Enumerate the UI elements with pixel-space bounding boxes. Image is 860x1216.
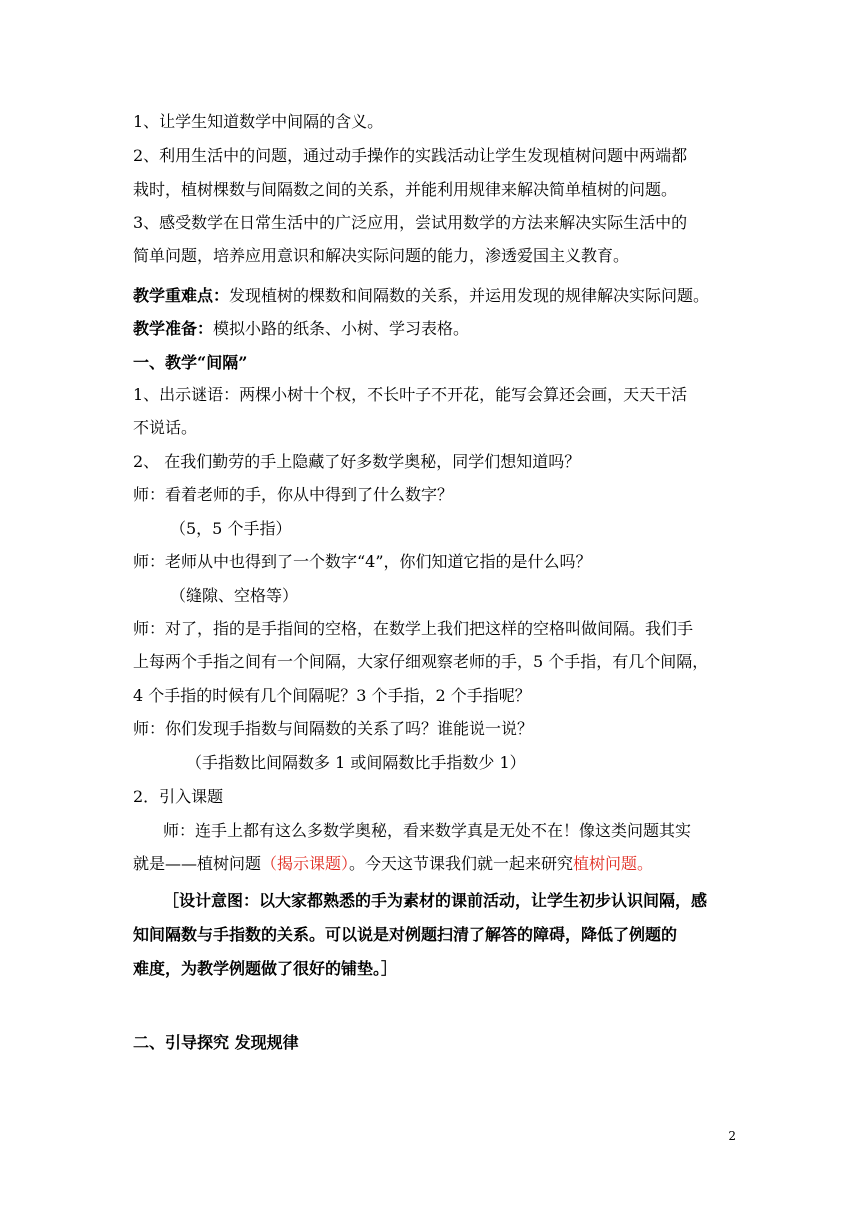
- design-intent-line-3: 难度，为教学例题做了很好的铺垫。］: [133, 959, 398, 978]
- objective-3-line-2: 简单问题，培养应用意识和解决实际问题的能力，渗透爱国主义教育。: [133, 246, 630, 265]
- riddle-line-1: 1、出示谜语：两棵小树十个杈，不长叶子不开花，能写会算还会画，天天干活: [133, 385, 688, 404]
- objective-1: 1、让学生知道数学中间隔的含义。: [133, 112, 384, 131]
- objective-2-line-1: 2、利用生活中的问题，通过动手操作的实践活动让学生发现植树问题中两端都: [133, 146, 688, 165]
- intro-line-1: 师：连手上都有这么多数学奥秘，看来数学真是无处不在！像这类问题其实: [163, 821, 692, 840]
- key-points-text: 发现植树的棵数和间隔数的关系，并运用发现的规律解决实际问题。: [229, 286, 710, 305]
- item-2-question: 2、 在我们勤劳的手上隐藏了好多数学奥秘，同学们想知道吗？: [133, 452, 581, 471]
- teacher-explain-line-1: 师：对了，指的是手指间的空格，在数学上我们把这样的空格叫做间隔。我们手: [133, 619, 694, 638]
- section-2-heading: 二、引导探究 发现规律: [133, 1033, 299, 1052]
- page-number: 2: [728, 1129, 736, 1143]
- intro-line-2-start: 就是——植树问题: [133, 854, 262, 873]
- teacher-explain-line-2: 上每两个手指之间有一个间隔，大家仔细观察老师的手，5 个手指，有几个间隔，: [133, 652, 709, 671]
- intro-line-2-middle: 。今天这节课我们就一起来研究: [349, 854, 574, 873]
- key-points-label: 教学重难点：: [133, 286, 230, 305]
- intro-heading: 2．引入课题: [133, 787, 224, 806]
- intro-line-2: [133, 853, 733, 875]
- student-answer-3: （手指数比间隔数多 1 或间隔数比手指数少 1）: [186, 753, 526, 772]
- section-1-heading: 一、教学“间隔”: [133, 353, 248, 372]
- objective-2-line-2: 栽时，植树棵数与间隔数之间的关系，并能利用规律来解决简单植树的问题。: [133, 180, 678, 199]
- teacher-question-2: 师：老师从中也得到了一个数字“4”，你们知道它指的是什么吗？: [133, 552, 592, 571]
- student-answer-2: （缝隙、空格等）: [170, 586, 299, 605]
- topic-highlight: 植树问题。: [573, 854, 654, 873]
- student-answer-1: （5，5 个手指）: [170, 519, 292, 538]
- teacher-question-1: 师：看着老师的手，你从中得到了什么数字？: [133, 485, 454, 504]
- preparation: [133, 318, 733, 340]
- objective-3-line-1: 3、感受数学在日常生活中的广泛应用，尝试用数学的方法来解决实际生活中的: [133, 213, 688, 232]
- design-intent-line-1: ［设计意图：以大家都熟悉的手为素材的课前活动，让学生初步认识间隔，感: [163, 891, 708, 910]
- reveal-topic-highlight: （揭示课题）: [261, 854, 350, 873]
- teacher-question-3: 师：你们发现手指数与间隔数的关系了吗？谁能说一说？: [133, 719, 534, 738]
- key-points: [133, 285, 733, 307]
- design-intent-line-2: 知间隔数与手指数的关系。可以说是对例题扫清了解答的障碍，降低了例题的: [133, 925, 678, 944]
- preparation-label: 教学准备：: [133, 319, 214, 338]
- preparation-text: 模拟小路的纸条、小树、学习表格。: [213, 319, 470, 338]
- riddle-line-2: 不说话。: [133, 418, 198, 437]
- teacher-explain-line-3: 4 个手指的时候有几个间隔呢？3 个手指，2 个手指呢？: [133, 686, 531, 705]
